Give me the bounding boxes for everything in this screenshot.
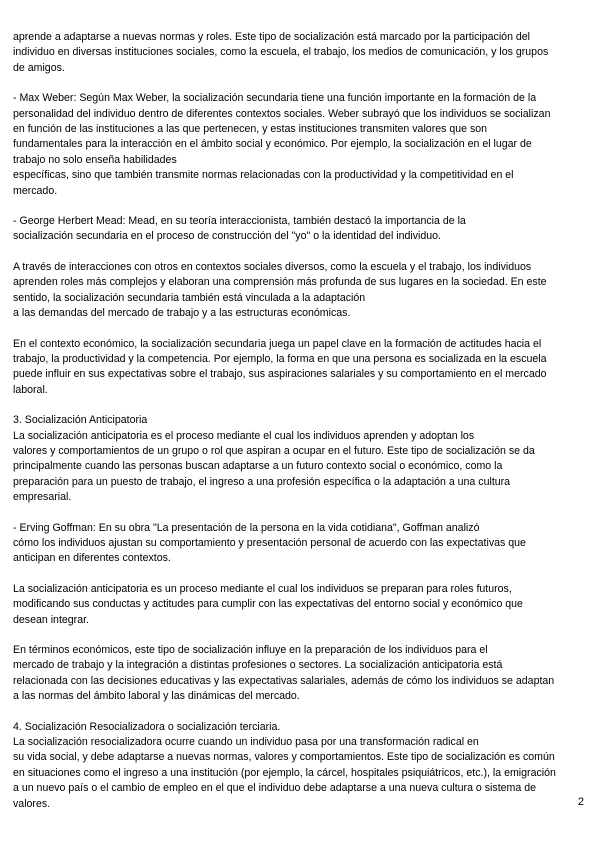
text-line: aprenden roles más complejos y elaboran una comprensión más profunda de sus lugares en la sociedad. En este bbox=[13, 276, 547, 289]
text-line: anticipan en diferentes contextos. bbox=[13, 552, 171, 565]
text-line: 3. Socialización Anticipatoria bbox=[13, 414, 148, 427]
text-line: su vida social, y debe adaptarse a nuevas normas, valores y comportamientos. Este tipo de socialización es común bbox=[13, 751, 555, 764]
paragraph-interacciones bbox=[13, 260, 591, 322]
text-line: La socialización resocializadora ocurre cuando un individuo pasa por una transformación radical en bbox=[13, 736, 479, 749]
page-number: 2 bbox=[577, 796, 584, 808]
text-line: A través de interacciones con otros en contextos sociales diversos, como la escuela y el trabajo, los individuos bbox=[13, 260, 532, 273]
text-line: principalmente cuando las personas buscan adaptarse a un futuro contexto social o económico, como la bbox=[13, 460, 503, 473]
text-line: sentido, la socialización secundaria también está vinculada a la adaptación bbox=[13, 291, 366, 304]
text-line: específicas, sino que también transmite normas relacionadas con la productividad y la competitividad en el bbox=[13, 169, 514, 182]
paragraph-terminos-economicos bbox=[13, 643, 591, 705]
paragraph-proceso-roles-futuros bbox=[13, 582, 591, 628]
text-line: preparación para un puesto de trabajo, el ingreso a una profesión específica o la adaptación a una cultura bbox=[13, 475, 511, 488]
text-line: - George Herbert Mead: Mead, en su teoría interaccionista, también destacó la importancia de la bbox=[13, 215, 466, 228]
text-line: mercado. bbox=[13, 184, 58, 197]
document-page bbox=[13, 30, 591, 827]
paragraph-intro-continuation bbox=[13, 30, 591, 76]
text-line: valores. bbox=[13, 797, 51, 810]
text-line: relacionada con las decisiones educativas y las expectativas salariales, además de cómo los individuos se adaptan bbox=[13, 674, 555, 687]
text-line: La socialización anticipatoria es el proceso mediante el cual los individuos aprenden y adoptan los bbox=[13, 429, 475, 442]
paragraph-contexto-economico bbox=[13, 337, 591, 399]
text-line: socialización secundaria en el proceso de construcción del "yo" o la identidad del individuo. bbox=[13, 230, 442, 243]
text-line: fundamentales para la interacción en el ámbito social y económico. Por ejemplo, la socialización en el lugar de bbox=[13, 138, 532, 151]
text-line: a las normas del ámbito laboral y las dinámicas del mercado. bbox=[13, 690, 300, 703]
text-line: mercado de trabajo y la integración a distintas profesiones o sectores. La socialización anticipatoria está bbox=[13, 659, 503, 672]
text-line: personalidad del individuo dentro de diferentes contextos sociales. Weber subrayó que los individuos se socializan bbox=[13, 107, 551, 120]
text-line: La socialización anticipatoria es un proceso mediante el cual los individuos se preparan para roles futuros, bbox=[13, 582, 512, 595]
text-line: En términos económicos, este tipo de socialización influye en la preparación de los individuos para el bbox=[13, 644, 488, 656]
text-line: a un nuevo país o el cambio de empleo en el que el individuo debe adaptarse a una nueva cultura o sistema de bbox=[13, 782, 536, 795]
text-line: desean integrar. bbox=[13, 613, 89, 626]
text-line: en función de las instituciones a las que pertenecen, y estas instituciones transmiten valores que son bbox=[13, 123, 488, 136]
text-line: trabajo no solo enseña habilidades bbox=[13, 153, 177, 166]
paragraph-george-herbert-mead bbox=[13, 214, 591, 245]
text-line: empresarial. bbox=[13, 491, 72, 504]
paragraph-anticipatoria bbox=[13, 413, 591, 505]
text-line: cómo los individuos ajustan su comportamiento y presentación personal de acuerdo con las expectativas que bbox=[13, 536, 526, 549]
paragraph-erving-goffman bbox=[13, 521, 591, 567]
text-line: valores y comportamientos de un grupo o rol que aspiran a ocupar en el futuro. Este tipo de socialización se da bbox=[13, 444, 535, 457]
text-line: en situaciones como el ingreso a una institución (por ejemplo, la cárcel, hospitales psiquiátricos, etc.), la emigración bbox=[13, 766, 556, 779]
text-line: En el contexto económico, la socialización secundaria juega un papel clave en la formación de actitudes hacia el bbox=[13, 337, 542, 350]
text-line: de amigos. bbox=[13, 61, 65, 74]
text-line: - Max Weber: Según Max Weber, la socialización secundaria tiene una función importante en la formación de la bbox=[13, 92, 537, 105]
text-line: puede influir en sus expectativas sobre el trabajo, sus aspiraciones salariales y su comportamiento en el mercado bbox=[13, 368, 547, 381]
text-line: laboral. bbox=[13, 383, 48, 396]
text-line: aprende a adaptarse a nuevas normas y roles. Este tipo de socialización está marcado por la participación del bbox=[13, 31, 531, 43]
text-line: modificando sus conductas y actitudes para cumplir con las expectativas del entorno social y económico que bbox=[13, 598, 523, 611]
text-line: a las demandas del mercado de trabajo y a las estructuras económicas. bbox=[13, 307, 351, 320]
paragraph-resocializadora bbox=[13, 720, 591, 812]
text-line: - Erving Goffman: En su obra "La presentación de la persona en la vida cotidiana", Goffman analizó bbox=[13, 521, 480, 534]
text-line: 4. Socialización Resocializadora o socialización terciaria. bbox=[13, 720, 281, 733]
text-line: individuo en diversas instituciones sociales, como la escuela, el trabajo, los medios de comunicación, y los grupos bbox=[13, 46, 549, 59]
text-line: trabajo, la productividad y la competencia. Por ejemplo, la forma en que una persona es socializada en la escuela bbox=[13, 352, 547, 365]
paragraph-max-weber bbox=[13, 91, 591, 199]
